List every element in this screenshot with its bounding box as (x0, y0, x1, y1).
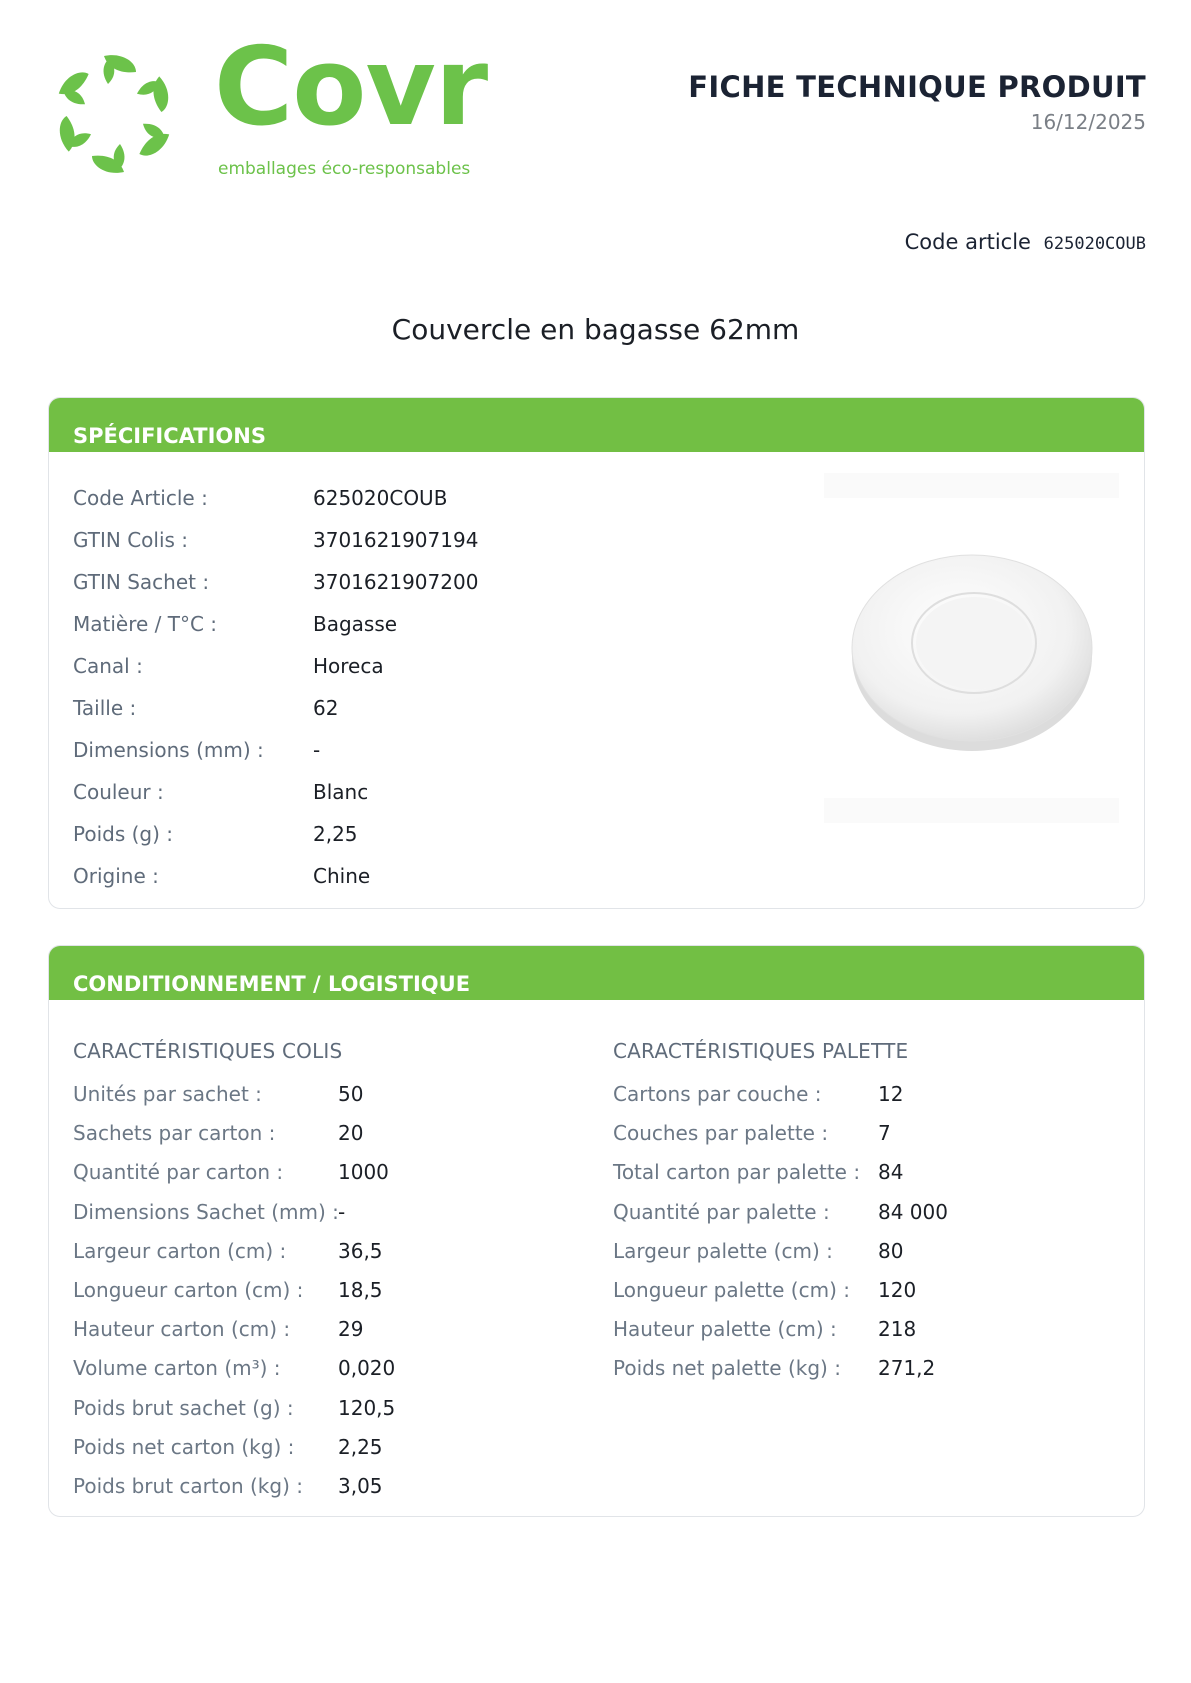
spec-row (73, 698, 673, 740)
spec-value: - (313, 738, 321, 762)
brand-tagline: emballages éco-responsables (218, 159, 471, 179)
brand-logo (50, 25, 490, 186)
palette-value: 84 (878, 1160, 904, 1185)
colis-value: 120,5 (338, 1395, 396, 1420)
colis-row (73, 1084, 553, 1123)
spec-row (73, 656, 673, 698)
colis-value: 0,020 (338, 1356, 396, 1381)
article-code-line (905, 230, 1146, 254)
spec-row (73, 488, 673, 530)
spec-label: Taille : (73, 696, 137, 720)
spec-label: Origine : (73, 864, 159, 888)
colis-label: Quantité par carton : (73, 1160, 284, 1185)
palette-row (613, 1123, 1093, 1162)
palette-row (613, 1199, 1093, 1241)
brand-name: Covr (214, 25, 488, 150)
article-code-label: Code article (904, 230, 1031, 254)
palette-list (613, 1084, 1093, 1398)
palette-label: Total carton par palette : (613, 1160, 861, 1185)
spec-label: Canal : (73, 654, 143, 678)
colis-row (73, 1434, 553, 1476)
palette-value: 12 (878, 1082, 904, 1106)
palette-row (613, 1238, 1093, 1280)
palette-value: 84 000 (878, 1199, 948, 1224)
colis-row (73, 1473, 553, 1515)
colis-row (73, 1238, 553, 1280)
palette-value: 218 (878, 1317, 917, 1342)
spec-label: Code Article : (73, 486, 208, 510)
colis-label: Poids brut sachet (g) : (73, 1395, 294, 1420)
palette-label: Couches par palette : (613, 1121, 829, 1146)
colis-value: 2,25 (338, 1434, 383, 1459)
palette-row (613, 1358, 1093, 1397)
spec-value: Bagasse (313, 612, 398, 636)
spec-label: GTIN Sachet : (73, 570, 210, 594)
palette-label: Longueur palette (cm) : (613, 1277, 850, 1302)
document-title: FICHE TECHNIQUE PRODUIT (688, 70, 1146, 104)
logistics-card (48, 945, 1145, 1517)
spec-value: Chine (313, 864, 371, 888)
colis-section-title: CARACTÉRISTIQUES COLIS (73, 1039, 343, 1063)
spec-row (73, 530, 673, 572)
product-name: Couvercle en bagasse 62mm (391, 313, 800, 346)
colis-row (73, 1277, 553, 1319)
colis-label: Hauteur carton (cm) : (73, 1317, 291, 1342)
palette-value: 120 (878, 1277, 917, 1302)
colis-row (73, 1319, 553, 1358)
spec-value: 3701621907194 (313, 528, 479, 552)
colis-row (73, 1199, 553, 1241)
colis-label: Unités par sachet : (73, 1082, 262, 1106)
spec-row (73, 824, 673, 866)
spec-label: Dimensions (mm) : (73, 738, 264, 762)
spec-row (73, 740, 673, 782)
colis-label: Dimensions Sachet (mm) : (73, 1199, 339, 1224)
spec-value: Horeca (313, 654, 384, 678)
colis-row (73, 1358, 553, 1397)
colis-label: Volume carton (m³) : (73, 1356, 281, 1381)
spec-label: Poids (g) : (73, 822, 174, 846)
colis-value: - (338, 1199, 346, 1224)
palette-value: 7 (878, 1121, 891, 1146)
colis-value: 20 (338, 1121, 364, 1146)
palette-row (613, 1277, 1093, 1319)
spec-label: Couleur : (73, 780, 164, 804)
palette-label: Quantité par palette : (613, 1199, 830, 1224)
spec-row (73, 614, 673, 656)
spec-row (73, 572, 673, 614)
palette-row (613, 1319, 1093, 1358)
colis-row (73, 1123, 553, 1162)
document-date: 16/12/2025 (1030, 110, 1146, 134)
spec-value: 3701621907200 (313, 570, 479, 594)
logistics-header: CONDITIONNEMENT / LOGISTIQUE (49, 946, 1144, 1000)
colis-label: Sachets par carton : (73, 1121, 276, 1146)
spec-row (73, 782, 673, 824)
product-image (824, 473, 1119, 823)
colis-value: 36,5 (338, 1238, 383, 1263)
palette-row (613, 1162, 1093, 1201)
colis-value: 29 (338, 1317, 364, 1342)
palette-section-title: CARACTÉRISTIQUES PALETTE (613, 1039, 909, 1063)
colis-label: Largeur carton (cm) : (73, 1238, 287, 1263)
colis-label: Longueur carton (cm) : (73, 1277, 304, 1302)
spec-value: Blanc (313, 780, 369, 804)
colis-value: 18,5 (338, 1277, 383, 1302)
colis-value: 50 (338, 1082, 364, 1106)
specifications-card (48, 397, 1145, 909)
spec-row (73, 866, 673, 908)
spec-value: 62 (313, 696, 339, 720)
leaf-ring-icon (50, 50, 178, 178)
article-code-value: 625020COUB (1043, 234, 1146, 254)
colis-list (73, 1084, 553, 1515)
colis-value: 1000 (338, 1160, 389, 1185)
palette-label: Poids net palette (kg) : (613, 1356, 841, 1381)
specifications-header: SPÉCIFICATIONS (49, 398, 1144, 452)
spec-value: 2,25 (313, 822, 358, 846)
colis-value: 3,05 (338, 1473, 383, 1498)
spec-label: GTIN Colis : (73, 528, 189, 552)
palette-row (613, 1084, 1093, 1123)
colis-row (73, 1162, 553, 1201)
palette-value: 80 (878, 1238, 904, 1263)
colis-label: Poids net carton (kg) : (73, 1434, 295, 1459)
colis-label: Poids brut carton (kg) : (73, 1473, 303, 1498)
palette-label: Largeur palette (cm) : (613, 1238, 833, 1263)
palette-label: Hauteur palette (cm) : (613, 1317, 837, 1342)
palette-value: 271,2 (878, 1356, 936, 1381)
spec-value: 625020COUB (313, 486, 448, 510)
spec-label: Matière / T°C : (73, 612, 218, 636)
palette-label: Cartons par couche : (613, 1082, 822, 1106)
colis-row (73, 1395, 553, 1437)
specifications-list (73, 488, 673, 908)
